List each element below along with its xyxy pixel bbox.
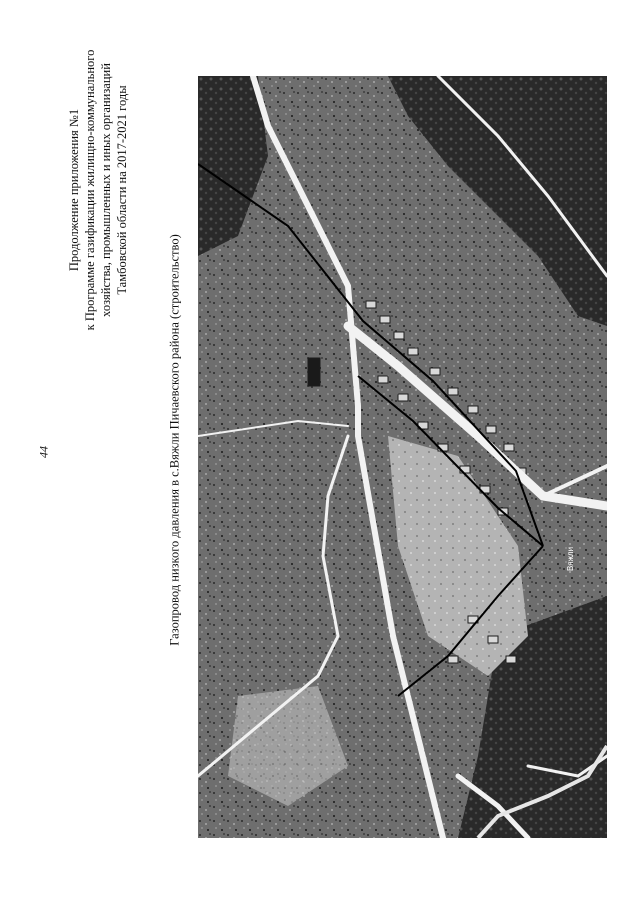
satellite-map: [198, 76, 607, 838]
header-line-1: Продолжение приложения №1: [67, 108, 81, 272]
header-line-3: хозяйства, промышленных и иных организаций: [99, 63, 113, 317]
appendix-header: [66, 40, 130, 340]
map-svg: [198, 76, 607, 838]
map-title: Газопровод низкого давления в с.Вяжли Пичаевского района (строительство): [167, 234, 182, 646]
village-label: Вяжли: [566, 546, 575, 571]
header-line-2: к Программе газификации жилищно-коммунального: [83, 49, 97, 331]
page-number: 44: [36, 446, 51, 458]
header-line-4: Тамбовской области на 2017-2021 годы: [115, 85, 129, 295]
